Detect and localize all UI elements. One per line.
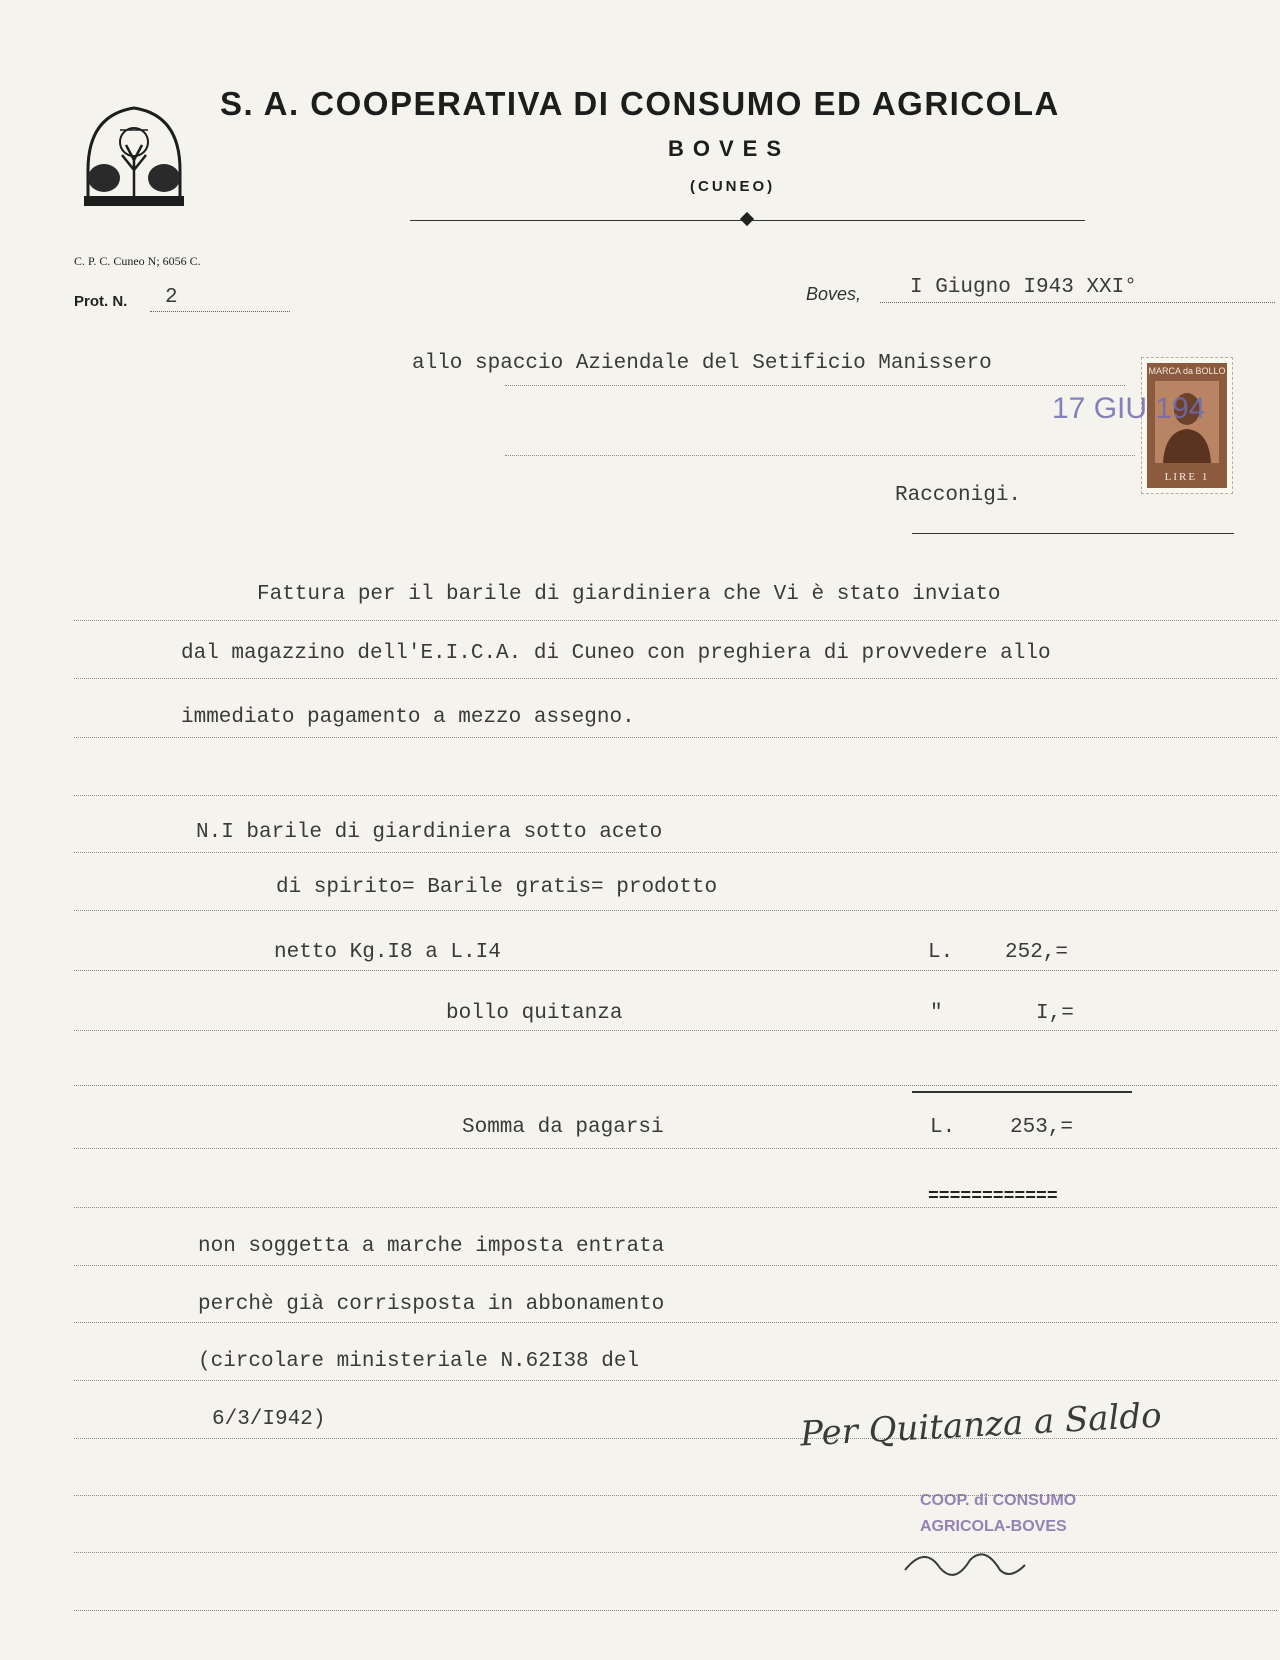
ruled-line	[74, 1030, 1277, 1031]
divider-diamond	[740, 212, 754, 226]
prot-dotted-line	[150, 311, 290, 312]
total-double-underline: ============	[928, 1187, 1058, 1207]
stamp-header: MARCA da BOLLO	[1148, 366, 1226, 376]
body-line-2: dal magazzino dell'E.I.C.A. di Cuneo con preghiera di provvedere allo	[181, 642, 1051, 665]
ruled-line	[74, 1265, 1277, 1266]
ruled-line	[74, 678, 1277, 679]
item-line-3: netto Kg.I8 a L.I4	[274, 941, 501, 964]
signature-scribble-icon	[900, 1540, 1030, 1590]
ruled-line	[74, 795, 1277, 796]
subtotal-rule	[912, 1091, 1132, 1093]
cpc-account: C. P. C. Cuneo N; 6056 C.	[74, 254, 201, 268]
date-dotted-line	[880, 302, 1275, 303]
body-line-1: Fattura per il barile di giardiniera che Vi è stato inviato	[257, 583, 1001, 606]
letter-date: I Giugno I943 XXI°	[910, 276, 1137, 299]
total-currency: L.	[930, 1116, 956, 1139]
addressee-line: allo spaccio Aziendale del Setificio Manissero	[412, 352, 992, 375]
ruled-line	[74, 620, 1277, 621]
note-line-4: 6/3/I942)	[212, 1408, 326, 1431]
ruled-line	[74, 910, 1277, 911]
total-label: Somma da pagarsi	[462, 1116, 664, 1139]
addressee-dotted-line-2	[505, 455, 1135, 456]
handstamp-line-2: AGRICOLA-BOVES	[920, 1518, 1067, 1535]
ruled-line	[74, 1610, 1277, 1611]
cooperative-handstamp	[920, 1488, 1076, 1540]
cooperative-logo-icon	[78, 100, 190, 212]
ruled-line	[74, 737, 1277, 738]
ruled-line	[74, 852, 1277, 853]
ruled-line	[74, 1148, 1277, 1149]
company-town: BOVES	[668, 136, 791, 161]
item-line-4-ditto: "	[930, 1002, 943, 1025]
body-line-3: immediato pagamento a mezzo assegno.	[181, 706, 635, 729]
ruled-line	[74, 1322, 1277, 1323]
receipt-signature: Per Quitanza a Saldo	[799, 1395, 1163, 1455]
ruled-line	[74, 970, 1277, 971]
addressee-city: Racconigi.	[895, 484, 1022, 507]
ruled-line	[74, 1207, 1277, 1208]
item-line-4: bollo quitanza	[446, 1002, 623, 1025]
company-name: S. A. COOPERATIVA DI CONSUMO ED AGRICOLA	[220, 85, 1060, 122]
stamp-value: LIRE 1	[1164, 471, 1210, 483]
prot-number: 2	[165, 286, 178, 309]
place-label: Boves,	[806, 284, 862, 304]
note-line-1: non soggetta a marche imposta entrata	[198, 1235, 665, 1258]
item-line-4-amount: I,=	[1036, 1002, 1074, 1025]
total-amount: 253,=	[1010, 1116, 1074, 1139]
handstamp-line-1: COOP. di CONSUMO	[920, 1492, 1077, 1509]
item-line-1: N.I barile di giardiniera sotto aceto	[196, 821, 663, 844]
ruled-line	[74, 1552, 1277, 1553]
company-province: (CUNEO)	[690, 178, 776, 195]
city-underline	[912, 533, 1234, 534]
addressee-dotted-line-1	[505, 385, 1125, 386]
ruled-line	[74, 1495, 1277, 1496]
postmark-date: 17 GIU 194	[1052, 392, 1206, 425]
ruled-line	[74, 1085, 1277, 1086]
prot-label: Prot. N.	[74, 293, 128, 310]
note-line-3: (circolare ministeriale N.62I38 del	[198, 1350, 640, 1373]
item-line-2: di spirito= Barile gratis= prodotto	[276, 876, 718, 899]
ruled-line	[74, 1380, 1277, 1381]
note-line-2: perchè già corrisposta in abbonamento	[198, 1293, 665, 1316]
item-line-3-amount: 252,=	[1005, 941, 1069, 964]
item-line-3-currency: L.	[928, 941, 954, 964]
